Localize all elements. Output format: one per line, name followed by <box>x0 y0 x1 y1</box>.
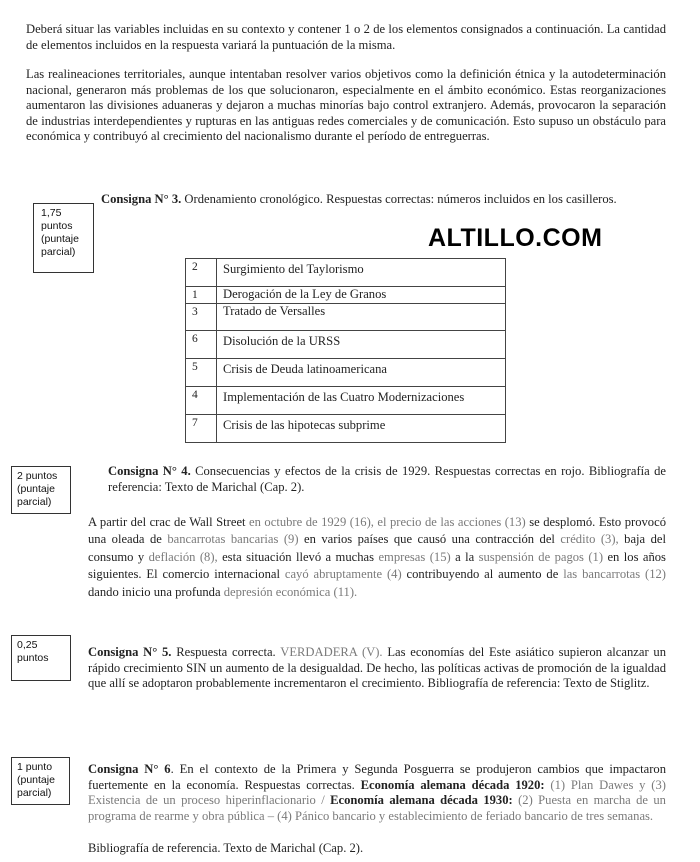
table-row <box>186 287 506 304</box>
points-box-consigna-6 <box>11 757 70 805</box>
points-line: 1,75 <box>41 207 62 219</box>
row-number: 5 <box>186 359 217 387</box>
consigna-4-heading <box>108 464 666 495</box>
answer-highlight: suspensión de pagos (1) <box>478 549 604 564</box>
points-line: 2 puntos <box>17 470 58 482</box>
table-row <box>186 331 506 359</box>
row-event: Crisis de Deuda latinoamericana <box>217 359 506 387</box>
consigna-6-heading-1930: Economía alemana década 1930: <box>330 793 513 808</box>
table-row <box>186 359 506 387</box>
points-line: parcial) <box>17 787 52 799</box>
answer-text: se desplomó. Esto provocó una oleada de <box>88 515 666 547</box>
points-line: parcial) <box>17 496 52 508</box>
consigna-5-explanation: Las economías del Este asiático supieron alcanzar un rápido crecimiento SIN un aumento de la desigualdad. De hecho, las políticas activas de promoción de la igualdad que allí se adoptaron probablemente incrementaron el crecimiento. Bibliografía de referencia: Texto de Stiglitz. <box>88 645 666 691</box>
table-row <box>186 415 506 443</box>
consigna-6-label: Consigna N° 6 <box>88 762 171 776</box>
consigna-3-text: Ordenamiento cronológico. Respuestas correctas: números incluidos en los casilleros. <box>181 192 617 206</box>
row-event: Implementación de las Cuatro Modernizaciones <box>217 387 506 415</box>
table-row <box>186 387 506 415</box>
points-line: puntos <box>17 652 49 664</box>
answer-highlight: en octubre de 1929 (16), el precio de las acciones (13) <box>249 515 526 529</box>
chronology-table <box>185 258 506 443</box>
answer-text: baja del consumo y <box>88 532 666 564</box>
consigna-5-text: Respuesta correcta. <box>171 645 281 659</box>
answer-text: esta situación llevó a muchas <box>217 549 379 564</box>
answer-highlight: bancarrotas bancarias (9) <box>167 532 299 547</box>
consigna-3-heading <box>101 192 641 208</box>
table-row <box>186 259 506 287</box>
consigna-4-label: Consigna N° 4. <box>108 464 191 478</box>
consigna-6-answer-1930: (2) Puesta en marcha de un programa de rearme y obra pública – (4) Pánico bancario y establecimiento de feriado bancario de tres semanas. <box>88 793 666 823</box>
points-line: 1 punto <box>17 761 53 773</box>
points-box-consigna-4 <box>11 466 71 514</box>
row-event: Tratado de Versalles <box>217 304 506 331</box>
points-line: puntos <box>41 220 73 232</box>
consigna-3-label: Consigna N° 3. <box>101 192 182 206</box>
row-event: Surgimiento del Taylorismo <box>217 259 506 287</box>
row-number: 3 <box>186 304 217 331</box>
answer-highlight: empresas (15) <box>378 549 451 564</box>
answer-highlight: las bancarrotas (12) <box>563 567 666 582</box>
consigna-6-text: . En el contexto de la Primera y Segunda Posguerra se produjeron cambios que impactaron fuertemente en la economía. Respuestas correctas. <box>88 762 666 792</box>
answer-highlight: cayó abruptamente (4) <box>284 567 402 582</box>
consigna-4-text: Consecuencias y efectos de la crisis de 1929. Respuestas correctas en rojo. Bibliografía de referencia: Texto de Marichal (Cap. 2). <box>108 464 666 494</box>
answer-text: en varios países que causó una contracción del <box>298 532 561 547</box>
consigna-6-block <box>88 762 666 824</box>
answer-text: contribuyendo al aumento de <box>401 567 564 582</box>
answer-text: A partir del crac de Wall Street <box>88 515 250 529</box>
answer-text: dando inicio una profunda <box>88 584 224 599</box>
row-number: 2 <box>186 259 217 287</box>
consigna-4-answer <box>88 514 666 601</box>
consigna-6-heading-1920: Economía alemana década 1920: <box>360 777 545 792</box>
consigna-5-label: Consigna N° 5. <box>88 645 172 659</box>
consigna-6-bibliography: Bibliografía de referencia. Texto de Marichal (Cap. 2). <box>88 841 364 855</box>
intro-paragraph: Las realineaciones territoriales, aunque intentaban resolver varios objetivos como la definición étnica y la autodeterminación nacional, generaron más problemas de los que solucionaron, especialmente en el ámbito económico. Estas reorganizaciones aumentaron las divisiones aduaneras y dejaron a muchas minorías bajo control extranjero. Además, provocaron la separación de industrias interdependientes y rupturas en las antiguas redes comerciales y de comunicación. Esto supuso un obstáculo para económica y contribuyó al crecimiento del nacionalismo durante el período de entreguerras. <box>26 67 666 144</box>
answer-text: a la <box>450 549 479 564</box>
answer-text: en los años siguientes. El comercio internacional <box>88 549 666 582</box>
row-event: Crisis de las hipotecas subprime <box>217 415 506 443</box>
points-line: (puntaje <box>17 774 55 786</box>
answer-highlight: depresión económica (11). <box>223 584 358 599</box>
points-box-consigna-3 <box>33 203 94 273</box>
answer-verdadera: VERDADERA (V). <box>280 645 383 659</box>
row-event: Derogación de la Ley de Granos <box>217 287 506 304</box>
row-number: 7 <box>186 415 217 443</box>
watermark-logo: ALTILLO.COM <box>428 224 603 252</box>
points-line: (puntaje <box>41 233 79 245</box>
row-number: 1 <box>186 287 217 304</box>
consigna-5-block <box>88 645 666 692</box>
row-event: Disolución de la URSS <box>217 331 506 359</box>
answer-highlight: deflación (8), <box>148 549 218 564</box>
consigna-6-answer-1920: (1) Plan Dawes y (3) Existencia de un proceso hiperinflacionario / <box>88 777 666 808</box>
row-number: 6 <box>186 331 217 359</box>
answer-highlight: crédito (3), <box>560 532 619 547</box>
points-line: parcial) <box>41 246 76 258</box>
points-line: (puntaje <box>17 483 55 495</box>
table-row <box>186 304 506 331</box>
points-box-consigna-5 <box>11 635 71 681</box>
instruction-text: Deberá situar las variables incluidas en su contexto y contener 1 o 2 de los elementos consignados a continuación. La cantidad de elementos incluidos en la respuesta variará la puntuación de la misma. <box>26 22 666 52</box>
row-number: 4 <box>186 387 217 415</box>
points-line: 0,25 <box>17 639 38 651</box>
